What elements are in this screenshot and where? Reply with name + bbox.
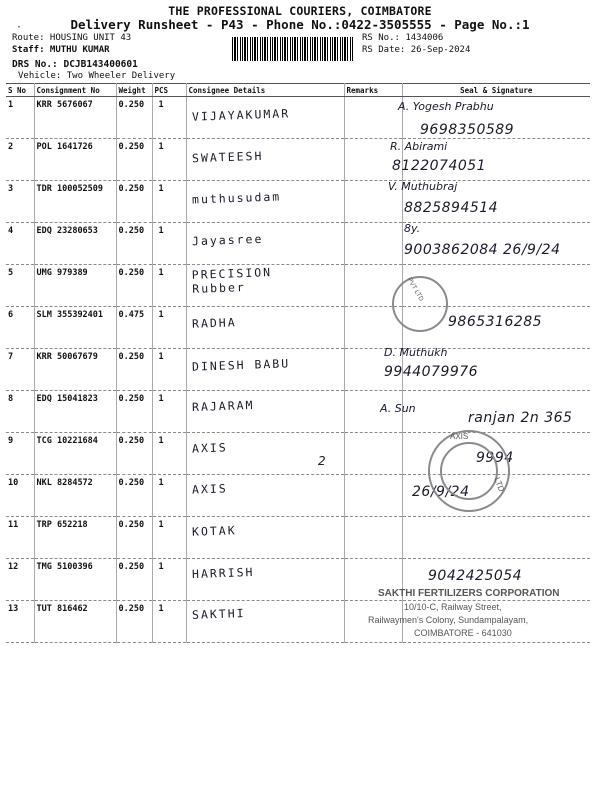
handwritten-consignee: SWATEESH (191, 148, 264, 165)
handwritten-consignee: DINESH BABU (191, 355, 291, 374)
signature-phone: ranjan 2n 365 (468, 410, 573, 426)
sheet-subtitle: Delivery Runsheet - P43 - Phone No.:0422-3505555 - Page No.:1 (70, 17, 530, 32)
signature-phone: 8825894514 (404, 200, 499, 216)
handwritten-consignee: RAJARAM (191, 398, 255, 415)
cell-sno: 10 (6, 475, 34, 517)
signature-phone: 9944079976 (384, 364, 479, 380)
cell-consignment: POL 1641726 (34, 139, 116, 181)
cell-weight: 0.250 (116, 391, 152, 433)
stamp-address-2: Railwaymen's Colony, Sundampalayam, (368, 615, 529, 625)
stamp-pvt-text: PVT LTD (405, 276, 425, 303)
cell-pcs: 1 (152, 433, 186, 475)
signature-phone: 8122074051 (392, 158, 487, 174)
stamp-axis-text: AXIS (450, 432, 469, 441)
signature-phone: 9003862084 26/9/24 (404, 242, 561, 258)
handwritten-consignee: VIJAYAKUMAR (191, 106, 291, 124)
cell-weight: 0.250 (116, 181, 152, 223)
stamp-ltd-text: LTD (492, 476, 506, 493)
table-row (6, 181, 590, 223)
cell-pcs: 1 (152, 139, 186, 181)
header-consignment: Consignment No (34, 84, 116, 97)
stamp-address-1: 10/10-C, Railway Street, (404, 602, 502, 612)
table-row (6, 517, 590, 559)
cell-sno: 8 (6, 391, 34, 433)
cell-sno: 2 (6, 139, 34, 181)
cell-pcs: 1 (152, 475, 186, 517)
cell-sno: 11 (6, 517, 34, 559)
cell-pcs: 1 (152, 265, 186, 307)
handwritten-consignee: HARRISH (191, 564, 255, 581)
cell-consignment: KRR 50067679 (34, 349, 116, 391)
handwritten-consignee: PRECISION Rubber (191, 265, 273, 297)
signature-name: 8y. (404, 222, 421, 235)
header-signature: Seal & Signature (402, 84, 590, 97)
stamp-company-name: SAKTHI FERTILIZERS CORPORATION (378, 588, 560, 599)
cell-pcs: 1 (152, 349, 186, 391)
runsheet-table (6, 83, 590, 643)
cell-weight: 0.250 (116, 475, 152, 517)
staff-label: Staff: MUTHU KUMAR (12, 45, 110, 55)
cell-weight: 0.475 (116, 307, 152, 349)
cell-sno: 5 (6, 265, 34, 307)
cell-consignment: TCG 10221684 (34, 433, 116, 475)
header-sno: S No (6, 84, 34, 97)
cell-weight: 0.250 (116, 559, 152, 601)
signature-phone: 9865316285 (448, 314, 543, 330)
signature-name: A. Sun (380, 402, 416, 415)
cell-pcs: 1 (152, 307, 186, 349)
cell-consignment: NKL 8284572 (34, 475, 116, 517)
table-header-row (6, 84, 590, 97)
cell-weight: 0.250 (116, 139, 152, 181)
cell-weight: 0.250 (116, 517, 152, 559)
cell-weight: 0.250 (116, 97, 152, 139)
handwritten-consignee: Jayasree (191, 231, 264, 249)
axis-stamp-inner (440, 442, 498, 500)
handwritten-consignee: KOTAK (191, 523, 237, 539)
route-label: Route: HOUSING UNIT 43 (12, 33, 132, 43)
rs-number: RS No.: 1434006 (362, 33, 444, 43)
cell-remarks (344, 517, 402, 559)
handwritten-consignee: RADHA (191, 315, 237, 331)
cell-consignment: KRR 5676067 (34, 97, 116, 139)
cell-pcs: 1 (152, 223, 186, 265)
header-pcs: PCS (152, 84, 186, 97)
cell-consignment: TRP 652218 (34, 517, 116, 559)
cell-weight: 0.250 (116, 349, 152, 391)
table-row (6, 139, 590, 181)
handwritten-consignee: SAKTHI (191, 606, 246, 623)
drs-number: DRS No.: DCJB143400601 (12, 59, 138, 70)
cell-pcs: 1 (152, 181, 186, 223)
signature-phone: 9698350589 (420, 122, 515, 138)
cell-sno: 4 (6, 223, 34, 265)
cell-remarks (344, 97, 402, 139)
cell-consignment: EDQ 15041823 (34, 391, 116, 433)
cell-pcs: 1 (152, 601, 186, 643)
header-remarks: Remarks (344, 84, 402, 97)
cell-pcs: 1 (152, 559, 186, 601)
signature-phone: 26/9/24 (412, 484, 470, 500)
cell-consignment: UMG 979389 (34, 265, 116, 307)
cell-sno: 3 (6, 181, 34, 223)
cell-consignment: TDR 100052509 (34, 181, 116, 223)
cell-remarks (344, 223, 402, 265)
row9-circled-mark: 2 (318, 454, 326, 468)
cell-pcs: 1 (152, 97, 186, 139)
cell-consignment: TMG 5100396 (34, 559, 116, 601)
table-row (6, 349, 590, 391)
signature-phone: 9994 (476, 450, 514, 466)
cell-sno: 7 (6, 349, 34, 391)
cell-weight: 0.250 (116, 223, 152, 265)
signature-name: A. Yogesh Prabhu (398, 100, 494, 113)
cell-remarks (344, 475, 402, 517)
corner-mark: · (16, 22, 23, 33)
sheet-title: THE PROFESSIONAL COURIERS, COIMBATORE (168, 4, 432, 18)
header-weight: Weight (116, 84, 152, 97)
header-consignee: Consignee Details (186, 84, 344, 97)
cell-pcs: 1 (152, 391, 186, 433)
cell-sno: 12 (6, 559, 34, 601)
cell-sno: 6 (6, 307, 34, 349)
stamp-address-3: COIMBATORE - 641030 (414, 628, 512, 638)
vehicle-label: Vehicle: Two Wheeler Delivery (18, 71, 176, 81)
signature-phone: 9042425054 (428, 568, 523, 584)
handwritten-consignee: AXIS (191, 440, 228, 456)
cell-weight: 0.250 (116, 265, 152, 307)
company-seal-small (392, 276, 448, 332)
handwritten-consignee: AXIS (191, 481, 228, 498)
cell-signature (402, 517, 590, 559)
cell-sno: 13 (6, 601, 34, 643)
cell-consignment: TUT 816462 (34, 601, 116, 643)
signature-name: R. Abirami (390, 140, 448, 153)
rs-date: RS Date: 26-Sep-2024 (362, 45, 471, 55)
cell-sno: 1 (6, 97, 34, 139)
barcode-graphic (232, 37, 354, 61)
cell-remarks (344, 433, 402, 475)
signature-name: D. Muthukh (384, 346, 448, 359)
cell-pcs: 1 (152, 517, 186, 559)
cell-weight: 0.250 (116, 601, 152, 643)
cell-sno: 9 (6, 433, 34, 475)
handwritten-consignee: muthusudam (191, 189, 282, 207)
cell-weight: 0.250 (116, 433, 152, 475)
cell-consignment: SLM 355392401 (34, 307, 116, 349)
signature-name: V. Muthubraj (388, 180, 458, 193)
cell-consignment: EDQ 23280653 (34, 223, 116, 265)
